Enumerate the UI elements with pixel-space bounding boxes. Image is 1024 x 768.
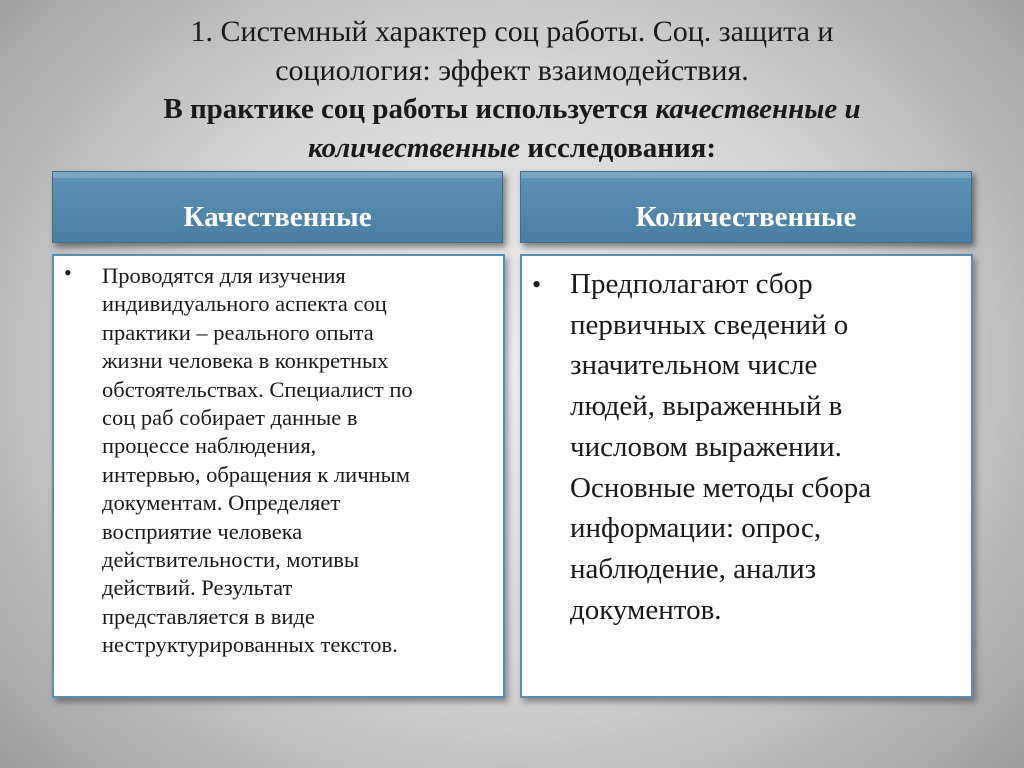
bullet-icon: • <box>532 270 542 299</box>
text-line: документов. <box>570 593 722 626</box>
text-line: наблюдение, анализ <box>570 552 817 585</box>
title-line-4-italic: количественные <box>307 132 521 164</box>
text-line: процессе наблюдения, <box>102 433 317 459</box>
title-line-4-plain: исследования: <box>520 132 717 164</box>
header-qualitative <box>52 171 503 243</box>
text-line: интервью, обращения к личным <box>102 461 410 487</box>
title-line-2: социология: эффект взаимодействия. <box>275 54 749 87</box>
text-line: Проводятся для изучения <box>102 263 346 288</box>
text-line: практики – реального опыта <box>102 319 374 345</box>
text-line: соц раб собирает данные в <box>102 405 358 431</box>
bullet-icon: • <box>64 260 72 285</box>
text-line: представляется в виде <box>102 603 315 629</box>
text-line: индивидуального аспекта соц <box>102 291 387 317</box>
title-line-3 <box>0 90 1024 129</box>
title-line-4 <box>0 129 1024 168</box>
text-line: Предполагают сбор <box>570 268 813 300</box>
text-line: числовом выражении. <box>570 430 842 463</box>
qualitative-text <box>102 262 502 660</box>
slide-title <box>0 12 1024 168</box>
text-line: людей, выраженный в <box>570 390 843 423</box>
text-line: действительности, мотивы <box>102 547 360 573</box>
title-line-3-plain: В практике соц работы используется <box>163 93 656 125</box>
text-line: жизни человека в конкретных <box>102 348 389 374</box>
text-line: значительном числе <box>570 349 818 382</box>
header-quantitative-label: Количественные <box>635 200 857 233</box>
text-line: Основные методы сбора <box>570 471 872 504</box>
text-line: обстоятельствах. Специалист по <box>102 376 413 402</box>
text-line: информации: опрос, <box>570 512 822 545</box>
text-line: документам. Определяет <box>102 490 341 516</box>
header-quantitative <box>520 171 972 243</box>
qualitative-content-box <box>52 254 505 698</box>
text-line: действий. Результат <box>102 575 293 601</box>
text-line: первичных сведений о <box>570 308 849 341</box>
title-line-1: 1. Системный характер соц работы. Соц. защита и <box>190 15 834 48</box>
text-line: восприятие человека <box>102 518 303 544</box>
quantitative-content-box <box>520 254 973 698</box>
header-qualitative-label: Качественные <box>183 200 372 233</box>
quantitative-text <box>570 264 970 630</box>
title-line-3-italic: качественные и <box>655 93 861 125</box>
text-line: неструктурированных текстов. <box>102 632 398 658</box>
